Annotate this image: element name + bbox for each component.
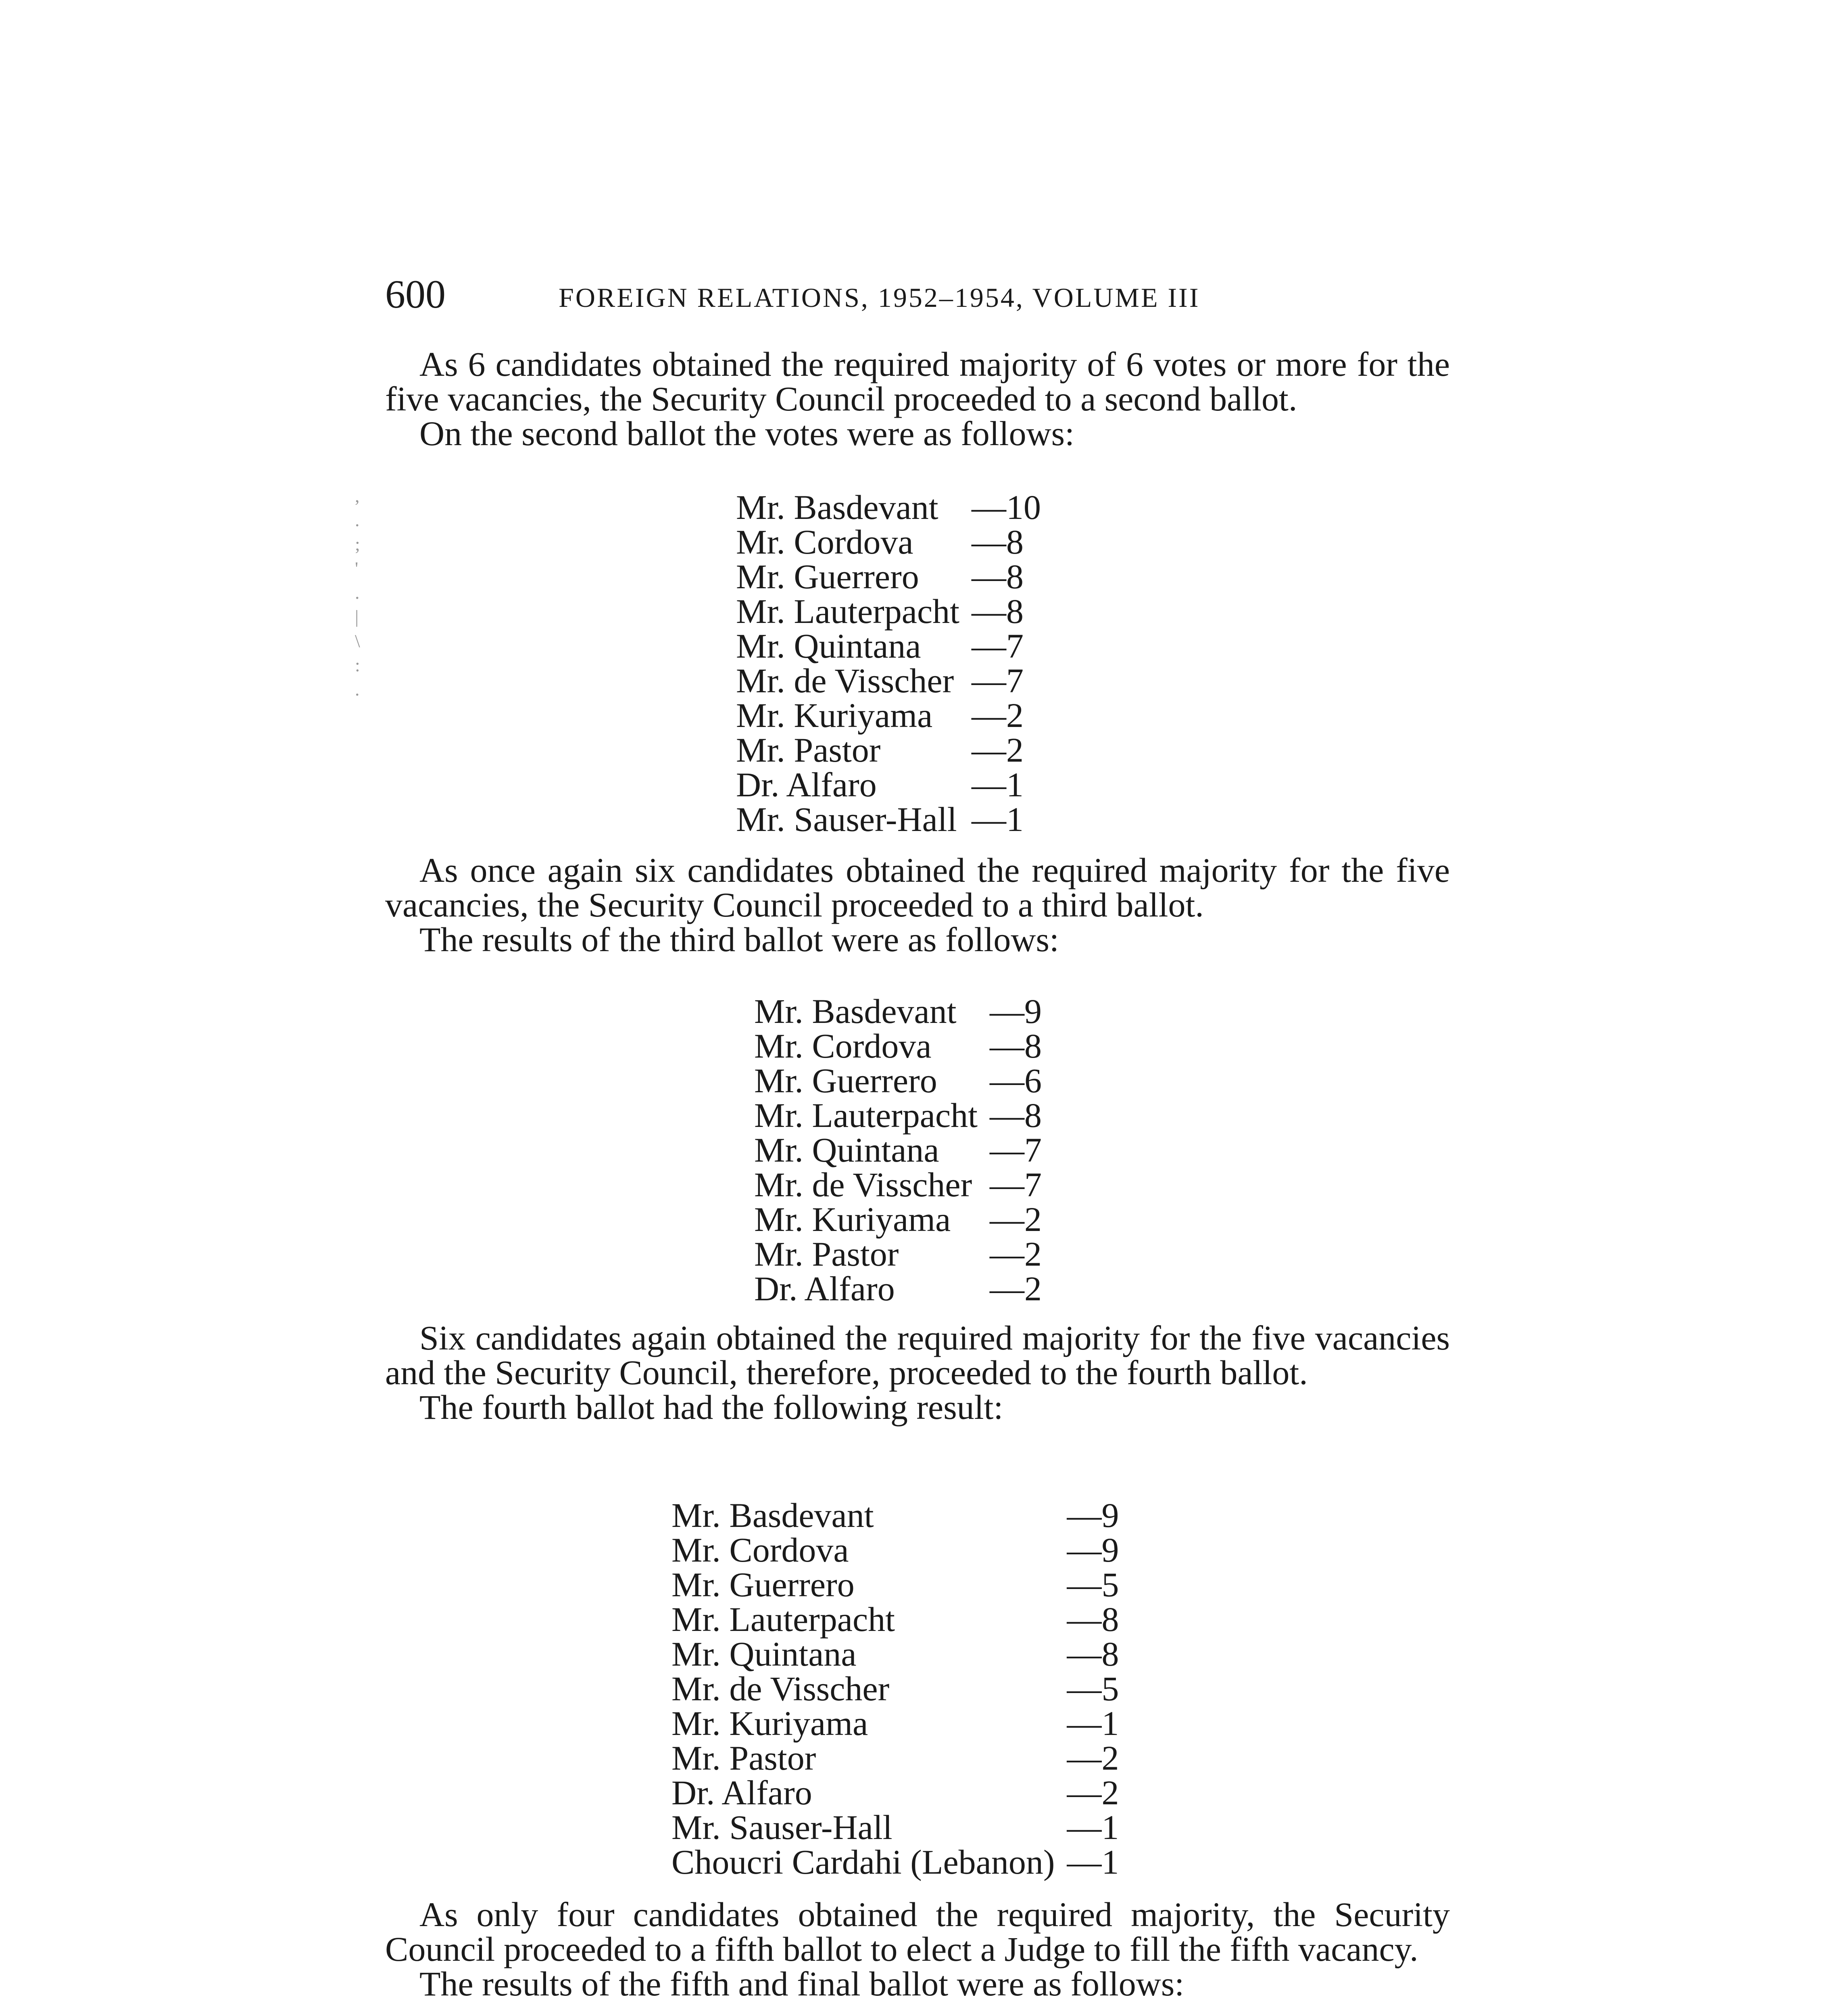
ballot-row — [736, 663, 1041, 698]
vote-count: —2 — [1067, 1773, 1119, 1812]
ballot-row — [671, 1775, 1119, 1810]
candidate-name: Mr. Lauterpacht — [736, 592, 960, 631]
candidate-name: Choucri Cardahi (Lebanon) — [671, 1843, 1055, 1881]
candidate-name: Mr. Guerrero — [736, 557, 919, 596]
ballot-row — [736, 490, 1041, 525]
vote-count: —8 — [1067, 1635, 1119, 1673]
vote-count: —2 — [990, 1269, 1042, 1308]
candidate-name: Mr. Basdevant — [736, 488, 938, 527]
margin-scan-marks: , . ; ' . | \ : . — [355, 485, 360, 700]
vote-count: —9 — [1067, 1531, 1119, 1569]
third-ballot-table — [754, 994, 1042, 1306]
ballot-row — [671, 1810, 1119, 1845]
candidate-name: Mr. Cordova — [736, 523, 913, 561]
candidate-name: Dr. Alfaro — [754, 1269, 895, 1308]
ballot-row — [671, 1567, 1119, 1602]
paragraph-block-4 — [385, 1897, 1450, 2001]
vote-count: —9 — [1067, 1496, 1119, 1535]
candidate-name: Mr. Basdevant — [671, 1496, 874, 1535]
candidate-name: Mr. Kuriyama — [671, 1704, 868, 1743]
vote-count: —10 — [972, 488, 1041, 527]
ballot-row — [754, 1063, 1042, 1098]
ballot-row — [754, 1271, 1042, 1306]
vote-count: —7 — [990, 1165, 1042, 1204]
candidate-name: Mr. Pastor — [754, 1235, 899, 1273]
vote-count: —8 — [972, 557, 1024, 596]
candidate-name: Mr. Basdevant — [754, 992, 957, 1031]
candidate-name: Mr. Pastor — [736, 731, 881, 769]
ballot-row — [754, 1133, 1042, 1167]
ballot-row — [754, 1029, 1042, 1063]
page-number: 600 — [385, 272, 446, 317]
paragraph: The results of the third ballot were as follows: — [419, 920, 1059, 959]
ballot-row — [754, 1237, 1042, 1271]
candidate-name: Mr. Guerrero — [671, 1565, 855, 1604]
candidate-name: Mr. Quintana — [754, 1131, 939, 1169]
vote-count: —1 — [1067, 1843, 1119, 1881]
vote-count: —2 — [990, 1235, 1042, 1273]
vote-count: —7 — [990, 1131, 1042, 1169]
paragraph: Six candidates again obtained the required majority for the five vacancies and the Security Council, therefore, proceeded to the fourth ballot. — [385, 1318, 1450, 1392]
candidate-name: Mr. Kuriyama — [736, 696, 933, 735]
candidate-name: Dr. Alfaro — [671, 1773, 812, 1812]
candidate-name: Mr. de Visscher — [754, 1165, 972, 1204]
vote-count: —8 — [990, 1027, 1042, 1065]
ballot-row — [671, 1533, 1119, 1567]
candidate-name: Mr. de Visscher — [736, 661, 954, 700]
vote-count: —7 — [972, 627, 1024, 665]
vote-count: —9 — [990, 992, 1042, 1031]
ballot-row — [671, 1706, 1119, 1741]
candidate-name: Mr. Cordova — [754, 1027, 932, 1065]
ballot-row — [671, 1741, 1119, 1775]
ballot-row — [736, 698, 1041, 733]
paragraph-block-2 — [385, 853, 1450, 957]
candidate-name: Mr. Guerrero — [754, 1061, 937, 1100]
ballot-row — [736, 733, 1041, 767]
candidate-name: Mr. Lauterpacht — [754, 1096, 978, 1135]
vote-count: —6 — [990, 1061, 1042, 1100]
paragraph: As once again six candidates obtained the required majority for the five vacancies, the Security Council proceeded to a third ballot. — [385, 851, 1450, 924]
paragraph: The fourth ballot had the following result: — [419, 1388, 1003, 1427]
candidate-name: Mr. Sauser-Hall — [736, 800, 957, 839]
vote-count: —5 — [1067, 1669, 1119, 1708]
vote-count: —2 — [1067, 1739, 1119, 1777]
ballot-row — [736, 767, 1041, 802]
ballot-row — [754, 994, 1042, 1029]
ballot-row — [671, 1498, 1119, 1533]
candidate-name: Mr. Lauterpacht — [671, 1600, 895, 1639]
candidate-name: Mr. Cordova — [671, 1531, 849, 1569]
vote-count: —8 — [972, 523, 1024, 561]
candidate-name: Mr. Quintana — [671, 1635, 857, 1673]
candidate-name: Mr. Kuriyama — [754, 1200, 951, 1239]
paragraph: As only four candidates obtained the required majority, the Security Council proceeded to a fifth ballot to elect a Judge to fill the fifth vacancy. — [385, 1895, 1450, 1968]
vote-count: —2 — [972, 696, 1024, 735]
ballot-row — [671, 1602, 1119, 1637]
vote-count: —2 — [990, 1200, 1042, 1239]
vote-count: —1 — [972, 765, 1024, 804]
paragraph-block-1 — [385, 347, 1450, 451]
ballot-row — [736, 629, 1041, 663]
running-title: FOREIGN RELATIONS, 1952–1954, VOLUME III — [559, 282, 1200, 313]
candidate-name: Mr. Pastor — [671, 1739, 816, 1777]
ballot-row — [754, 1098, 1042, 1133]
ballot-row — [671, 1671, 1119, 1706]
paragraph: The results of the fifth and final ballot were as follows: — [419, 1964, 1184, 2003]
paragraph: On the second ballot the votes were as follows: — [419, 414, 1075, 453]
vote-count: —8 — [990, 1096, 1042, 1135]
ballot-row — [736, 525, 1041, 559]
vote-count: —8 — [1067, 1600, 1119, 1639]
page-header — [385, 266, 1474, 323]
paragraph: As 6 candidates obtained the required majority of 6 votes or more for the five vacancies, the Security Council proceeded to a second ballot. — [385, 345, 1450, 418]
candidate-name: Dr. Alfaro — [736, 765, 877, 804]
vote-count: —1 — [972, 800, 1024, 839]
ballot-row — [736, 559, 1041, 594]
ballot-row — [736, 594, 1041, 629]
vote-count: —5 — [1067, 1565, 1119, 1604]
vote-count: —1 — [1067, 1704, 1119, 1743]
candidate-name: Mr. Sauser-Hall — [671, 1808, 892, 1847]
fourth-ballot-table — [671, 1498, 1119, 1879]
vote-count: —8 — [972, 592, 1024, 631]
second-ballot-table — [736, 490, 1041, 837]
vote-count: —1 — [1067, 1808, 1119, 1847]
vote-count: —7 — [972, 661, 1024, 700]
ballot-row — [754, 1202, 1042, 1237]
ballot-row — [671, 1845, 1119, 1879]
ballot-row — [671, 1637, 1119, 1671]
ballot-row — [736, 802, 1041, 837]
vote-count: —2 — [972, 731, 1024, 769]
candidate-name: Mr. Quintana — [736, 627, 921, 665]
paragraph-block-3 — [385, 1320, 1450, 1425]
candidate-name: Mr. de Visscher — [671, 1669, 890, 1708]
ballot-row — [754, 1167, 1042, 1202]
